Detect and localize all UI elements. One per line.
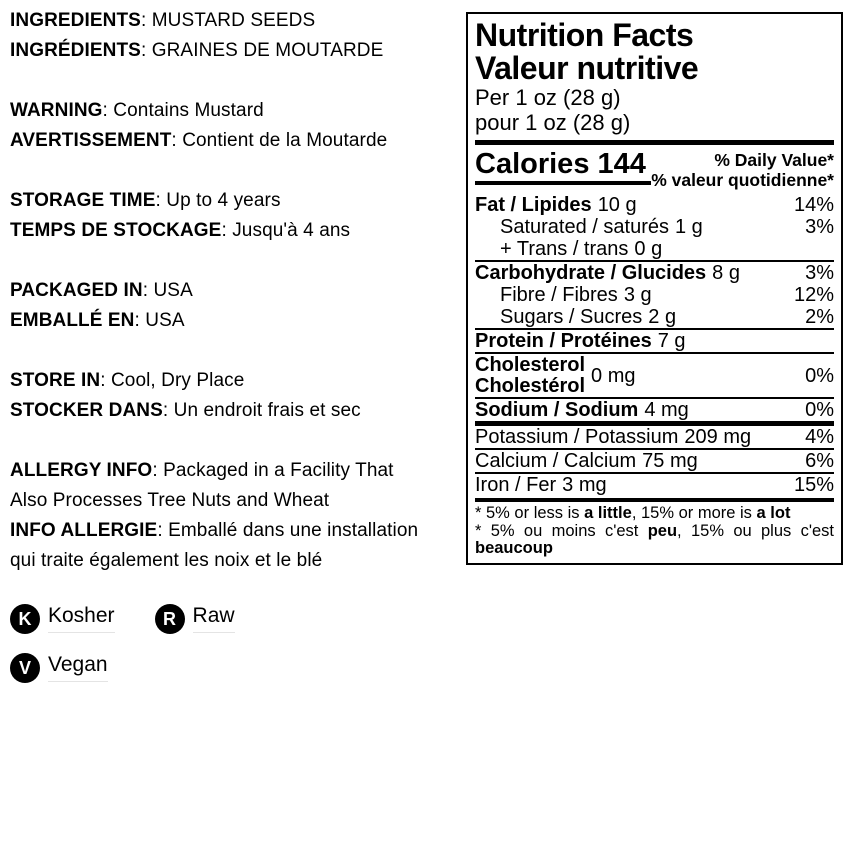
info-value: Up to 4 years [166,190,281,211]
nutrient-amount: 10 g [597,194,637,216]
nutrient-name-group [475,285,786,306]
info-label: STOCKER DANS [10,400,163,421]
info-line [10,546,462,576]
footnote-text: * 5% or less is [475,504,585,522]
nutrient-daily-value: 3% [805,262,834,284]
nutrient-name: Calcium / Calcium [475,450,637,472]
nutrient-name-group [475,307,797,328]
info-label: STORE IN [10,370,101,391]
info-line: STORAGE TIME: Up to 4 years [10,190,281,211]
nutrient-name: + Trans / trans [500,238,629,260]
kosher-badge-icon: K [10,604,40,634]
calories-value: 144 [597,148,646,180]
info-value: USA [145,310,185,331]
nutrient-name-group [475,400,797,421]
nutrient-row [475,448,834,472]
info-line: ALLERGY INFO: Packaged in a Facility That [10,460,394,481]
nutrient-daily-value: 4% [805,426,834,448]
nutrient-row [475,328,834,352]
nutrient-name: Carbohydrate / Glucides [475,262,707,284]
spacer-line [10,426,462,456]
nutrient-daily-value: 0% [805,364,834,387]
nutrient-row [475,397,834,421]
calories-row [475,145,834,193]
nutrient-name-line: Cholestérol [475,375,586,397]
nutrient-daily-value: 12% [793,284,834,306]
info-label: INGRÉDIENTS [10,40,141,61]
spacer-line [10,336,462,366]
footnote-bold-text: peu [647,521,678,540]
raw-badge-icon: R [155,604,185,634]
info-value: Emballé dans une installation [168,520,419,541]
nutrient-daily-value: 3% [805,216,834,238]
nutrient-name: Sugars / Sucres [500,306,643,328]
nutrient-daily-value: 0% [805,399,834,421]
info-line [10,486,462,516]
info-line: AVERTISSEMENT: Contient de la Moutarde [10,130,388,151]
nutrient-rows [475,194,834,496]
nutrient-name: Saturated / saturés [500,216,669,238]
nutrient-name-group [475,427,797,448]
nutrient-name-line: Cholesterol [475,354,586,376]
nutrient-name: Fat / Lipides [475,194,592,216]
info-label: INFO ALLERGIE [10,520,158,541]
serving-size-en: Per 1 oz (28 g) [475,85,621,110]
info-value: MUSTARD SEEDS [151,10,316,31]
nutrient-row [475,216,834,238]
vegan-badge-icon: V [10,653,40,683]
nutrient-name-group [475,355,797,397]
nutrition-facts-panel [466,12,843,565]
badge-row [10,604,462,634]
info-value: Un endroit frais et sec [173,400,361,421]
nutrient-name: Potassium / Potassium [475,426,679,448]
info-label: EMBALLÉ EN [10,310,135,331]
certification-badges [10,604,462,683]
nutrient-name-group [475,475,786,496]
nutrient-name: Protein / Protéines [475,330,652,352]
nutrient-name-group [475,263,797,284]
info-line: PACKAGED IN: USA [10,280,193,301]
info-value: Contient de la Moutarde [182,130,388,151]
info-value: Jusqu'à 4 ans [232,220,351,241]
product-info-column [10,6,462,702]
badge-raw [155,604,235,634]
nutrient-row [475,306,834,328]
nutrient-amount: 3 mg [562,474,607,496]
nutrient-amount: 3 g [623,284,652,306]
nutrient-row [475,194,834,216]
badge-vegan [10,653,108,683]
serving-size-fr: pour 1 oz (28 g) [475,110,631,135]
info-value: Packaged in a Facility That [163,460,394,481]
info-line: INFO ALLERGIE: Emballé dans une installation [10,520,419,541]
nutrient-row [475,352,834,397]
nutrient-daily-value: 15% [793,474,834,496]
info-line: INGRÉDIENTS: GRAINES DE MOUTARDE [10,40,384,61]
nutrient-daily-value: 14% [793,194,834,216]
badge-row [10,653,462,683]
badge-kosher [10,604,115,634]
info-value: GRAINES DE MOUTARDE [151,40,384,61]
nutrient-amount: 75 mg [642,450,698,472]
nutrient-row [475,284,834,306]
info-label: WARNING [10,100,103,121]
info-line: STORE IN: Cool, Dry Place [10,370,245,391]
nutrient-name-group [475,239,826,260]
footnote-en [475,505,834,523]
nutrient-daily-value: 2% [805,306,834,328]
footnote-separator-bar [475,498,834,502]
footnote-fr [475,523,834,558]
footnote-text: , 15% or more is [631,504,757,522]
info-line: EMBALLÉ EN: USA [10,310,185,331]
daily-value-header-en: % Daily Value* [714,150,834,170]
nutrient-row [475,260,834,284]
footnote-bold-text: a little [584,504,632,522]
nutrient-row [475,472,834,496]
info-value: Cool, Dry Place [110,370,245,391]
badge-label: Kosher [48,605,115,633]
nutrient-amount: 1 g [674,216,703,238]
spacer-line [10,66,462,96]
nfp-title-fr: Valeur nutritive [475,50,699,86]
info-value: qui traite également les noix et le blé [10,550,323,571]
footnote-bold-text: beaucoup [475,539,553,557]
info-label: PACKAGED IN [10,280,143,301]
info-lines [10,6,462,576]
nutrient-amount: 8 g [712,262,740,284]
footnote-text: * 5% ou moins c'est [475,521,648,540]
nutrient-name: Fibre / Fibres [500,284,618,306]
nutrient-name-group [475,195,786,216]
info-label: STORAGE TIME [10,190,156,211]
nutrient-row [475,238,834,260]
nutrient-name-group [475,217,797,238]
nutrient-name: Iron / Fer [475,474,557,496]
badge-label: Raw [193,605,235,633]
info-label: AVERTISSEMENT [10,130,172,151]
badge-label: Vegan [48,654,108,682]
nutrient-amount: 209 mg [684,426,752,448]
info-line: TEMPS DE STOCKAGE: Jusqu'à 4 ans [10,220,351,241]
nutrient-amount: 2 g [648,306,677,328]
spacer-line [10,246,462,276]
info-value: Also Processes Tree Nuts and Wheat [10,490,330,511]
info-line: WARNING: Contains Mustard [10,100,264,121]
nutrient-name: Sodium / Sodium [475,399,639,421]
info-line: STOCKER DANS: Un endroit frais et sec [10,400,361,421]
info-value: Contains Mustard [113,100,264,121]
nutrient-daily-value: 6% [805,450,834,472]
calories [475,149,651,185]
daily-value-header-fr: % valeur quotidienne* [651,169,834,190]
nutrient-name-group [475,331,826,352]
nutrient-amount: 0 g [634,238,663,260]
nutrient-row [475,421,834,448]
spacer-line [10,156,462,186]
nutrient-amount: 0 mg [591,364,636,387]
nfp-title-en: Nutrition Facts [475,17,694,53]
info-line: INGREDIENTS: MUSTARD SEEDS [10,10,316,31]
footnote-bold-text: a lot [756,504,791,522]
daily-value-header [651,149,834,190]
nutrient-name-two-line [475,355,585,397]
nutrient-name-group [475,451,797,472]
nutrient-amount: 4 mg [644,399,689,421]
info-value: USA [153,280,193,301]
calories-label: Calories [475,148,590,180]
info-label: ALLERGY INFO [10,460,153,481]
info-label: INGREDIENTS [10,10,141,31]
info-label: TEMPS DE STOCKAGE [10,220,222,241]
footnote-text: , 15% ou plus c'est [677,521,835,540]
nutrient-amount: 7 g [657,330,686,352]
